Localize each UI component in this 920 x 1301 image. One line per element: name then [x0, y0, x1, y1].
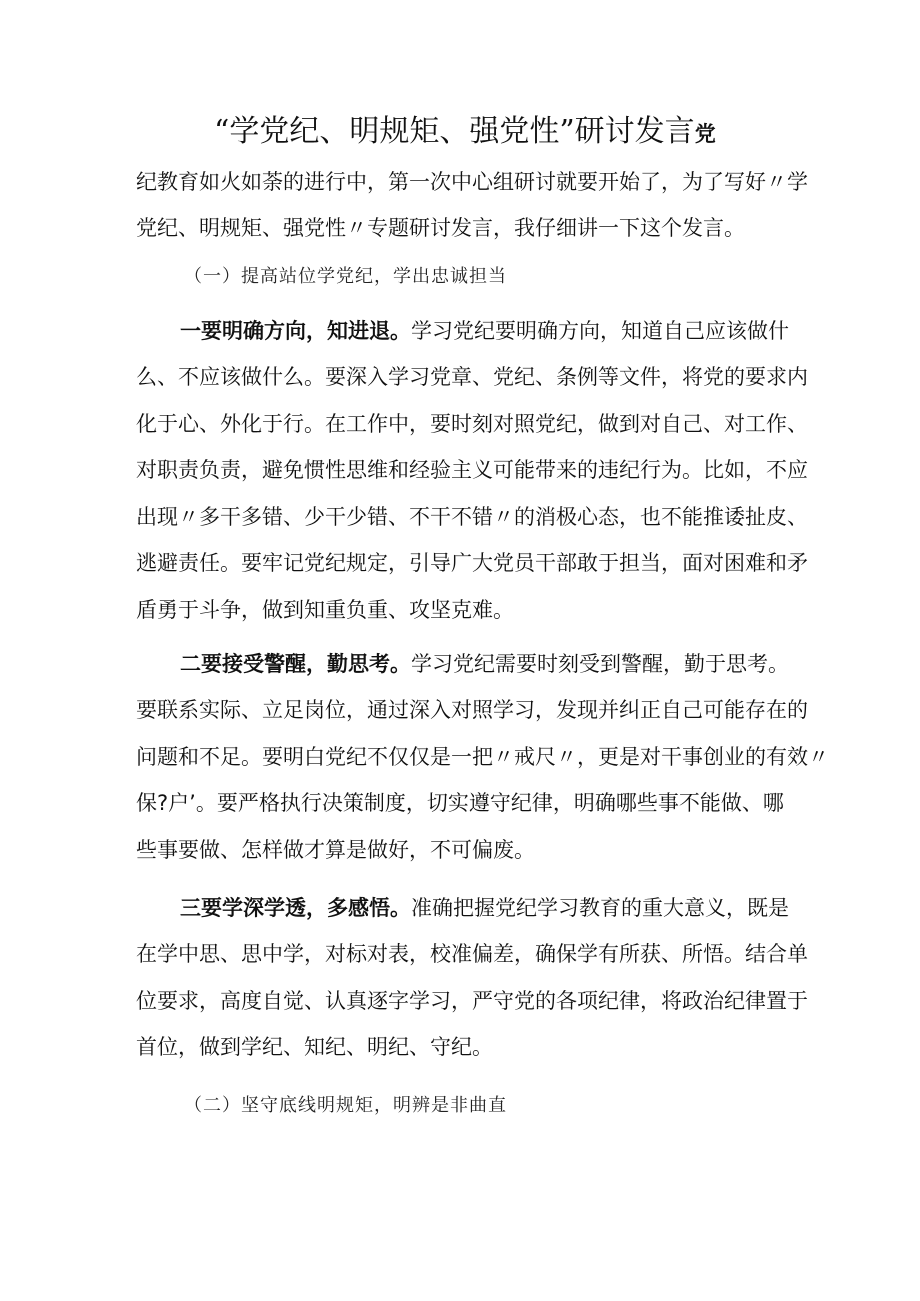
document-title — [214, 112, 716, 154]
point3-line-3: 位要求，高度自觉、认真逐字学习，严守党的各项纪律，将政治纪律置于 — [136, 989, 808, 1013]
point2-line-3: 问题和不足。要明白党纪不仅仅是一把〃戒尺〃，更是对干事创业的有效〃 — [136, 745, 829, 769]
point2-lead: 二要接受警醒，勤思考。 — [180, 652, 411, 676]
point3-first-line — [180, 893, 789, 923]
point1-lead: 一要明确方向，知进退。 — [180, 319, 411, 343]
intro-line-2: 党纪、明规矩、强党性〃专题研讨发言，我仔细讲一下这个发言。 — [136, 216, 745, 240]
point1-line-5: 出现〃多干多错、少干少错、不干不错〃的消极心态，也不能推诿扯皮、 — [136, 505, 808, 529]
point3-line-2: 在学中思、思中学，对标对表，校准偏差，确保学有所获、所悟。结合单 — [136, 942, 808, 966]
point1-line-3: 化于心、外化于行。在工作中，要时刻对照党纪，做到对自己、对工作、 — [136, 412, 808, 436]
point2-line-5: 些事要做、怎样做才算是做好，不可偏废。 — [136, 838, 535, 862]
point2-line-2: 要联系实际、立足岗位，通过深入对照学习，发现并纠正自己可能存在的 — [136, 698, 808, 722]
point2-line-4: 保?户’。要严格执行决策制度，切实遵守纪律，明确哪些事不能做、哪 — [136, 791, 784, 815]
point3-line-4: 首位，做到学纪、知纪、明纪、守纪。 — [136, 1035, 493, 1059]
point1-line-4: 对职责负责，避免惯性思维和经验主义可能带来的违纪行为。比如，不应 — [136, 458, 808, 482]
point1-line-6: 逃避责任。要牢记党纪规定，引导广大党员干部敢于担当，面对困难和矛 — [136, 551, 808, 575]
section-heading-1: （一）提高站位学党纪，学出忠诚担当 — [184, 266, 507, 287]
point1-first-line — [180, 316, 789, 346]
point2-first-rest: 学习党纪需要时刻受到警醒，勤于思考。 — [411, 652, 789, 676]
title-text: “学党纪、明规矩、强党性”研讨发言 — [214, 114, 695, 149]
point1-line-7: 盾勇于斗争，做到知重负重、攻坚克难。 — [136, 598, 514, 622]
point3-first-rest: 准确把握党纪学习教育的重大意义，既是 — [411, 896, 789, 920]
point3-lead: 三要学深学透，多感悟。 — [180, 896, 411, 920]
intro-line-1: 纪教育如火如荼的进行中，第一次中心组研讨就要开始了，为了写好〃学 — [136, 170, 808, 194]
section-heading-2: （二）坚守底线明规矩，明辨是非曲直 — [184, 1095, 507, 1116]
point2-first-line — [180, 649, 789, 679]
title-tail-text: 党 — [694, 122, 716, 146]
point1-first-rest: 学习党纪要明确方向，知道自己应该做什 — [411, 319, 789, 343]
point1-line-2: 么、不应该做什么。要深入学习党章、党纪、条例等文件，将党的要求内 — [136, 365, 808, 389]
